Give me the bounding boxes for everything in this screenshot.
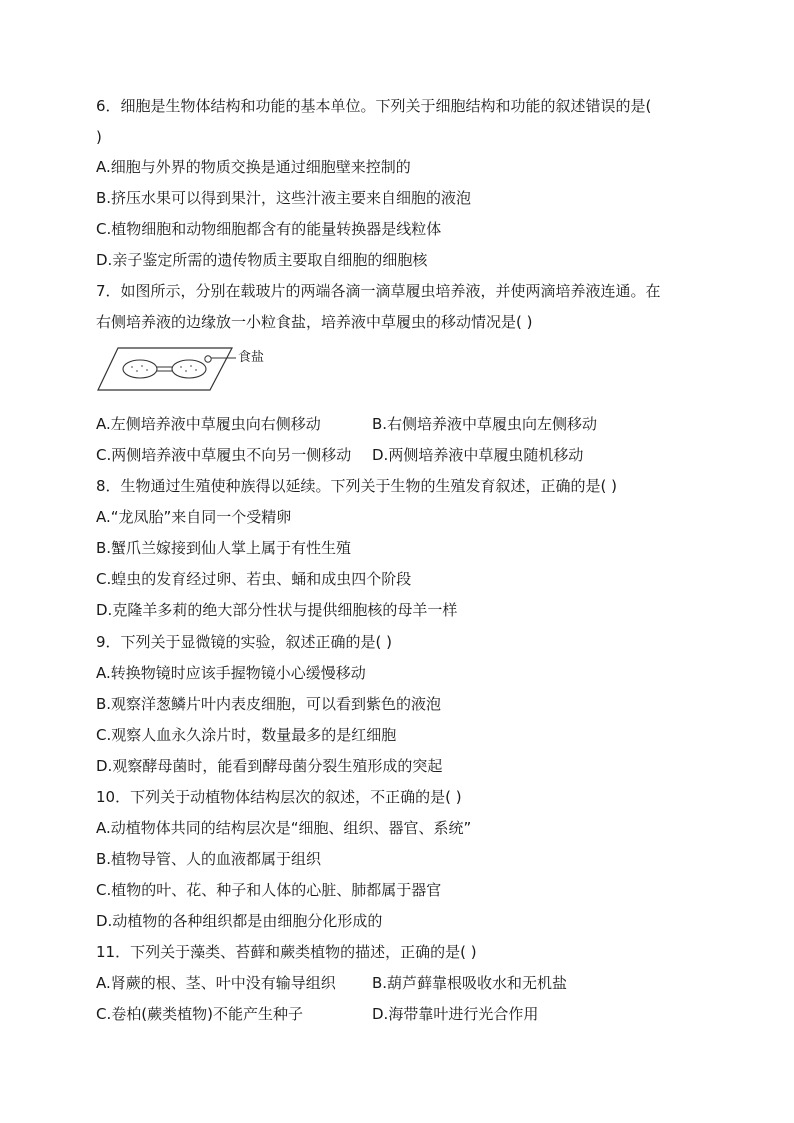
q11-option-a: A.肾蕨的根、茎、叶中没有输导组织 <box>96 974 336 992</box>
q9-option-b: B.观察洋葱鳞片叶内表皮细胞，可以看到紫色的液泡 <box>96 695 442 713</box>
q9-stem: 9．下列关于显微镜的实验，叙述正确的是( ) <box>96 633 393 651</box>
q9-option-a: A.转换物镜时应该手握物镜小心缓慢移动 <box>96 664 366 682</box>
q8-option-b: B.蟹爪兰嫁接到仙人掌上属于有性生殖 <box>96 539 352 557</box>
q11-option-b: B.葫芦藓靠根吸收水和无机盐 <box>372 974 568 992</box>
q6-option-a: A.细胞与外界的物质交换是通过细胞壁来控制的 <box>96 158 411 176</box>
glass-slide-outline <box>98 348 232 390</box>
q7-stem-line1: 7．如图所示，分别在载玻片的两端各滴一滴草履虫培养液，并使两滴培养液连通。在 <box>96 282 661 300</box>
q7-option-b: B.右侧培养液中草履虫向左侧移动 <box>372 415 598 433</box>
q7-stem-line2: 右侧培养液的边缘放一小粒食盐，培养液中草履虫的移动情况是( ) <box>96 313 533 331</box>
q11-option-c: C.卷柏(蕨类植物)不能产生种子 <box>96 1005 303 1023</box>
q10-option-d: D.动植物的各种组织都是由细胞分化形成的 <box>96 912 383 930</box>
q6-option-c: C.植物细胞和动物细胞都含有的能量转换器是线粒体 <box>96 220 442 238</box>
q6-stem-line2: ) <box>96 128 102 146</box>
q10-option-b: B.植物导管、人的血液都属于组织 <box>96 850 322 868</box>
q11-option-d: D.海带靠叶进行光合作用 <box>372 1005 539 1023</box>
salt-grain <box>205 356 211 362</box>
q6-stem-line1: 6．细胞是生物体结构和功能的基本单位。下列关于细胞结构和功能的叙述错误的是( <box>96 97 652 115</box>
q8-option-a: A.“龙凤胎”来自同一个受精卵 <box>96 508 292 526</box>
right-drop <box>172 360 206 378</box>
q10-option-a: A.动植物体共同的结构层次是“细胞、组织、器官、系统” <box>96 819 472 837</box>
salt-label: 食盐 <box>238 350 265 365</box>
q8-option-d: D.克隆羊多莉的绝大部分性状与提供细胞核的母羊一样 <box>96 601 458 619</box>
q7-option-a: A.左侧培养液中草履虫向右侧移动 <box>96 415 321 433</box>
q9-option-d: D.观察酵母菌时，能看到酵母菌分裂生殖形成的突起 <box>96 757 443 775</box>
q8-option-c: C.蝗虫的发育经过卵、若虫、蛹和成虫四个阶段 <box>96 570 412 588</box>
q9-option-c: C.观察人血永久涂片时，数量最多的是红细胞 <box>96 726 397 744</box>
q7-option-c: C.两侧培养液中草履虫不向另一侧移动 <box>96 446 352 464</box>
q6-option-b: B.挤压水果可以得到果汁，这些汁液主要来自细胞的液泡 <box>96 189 472 207</box>
q10-stem: 10．下列关于动植物体结构层次的叙述，不正确的是( ) <box>96 788 462 806</box>
q10-option-c: C.植物的叶、花、种子和人体的心脏、肺都属于器官 <box>96 881 442 899</box>
q6-option-d: D.亲子鉴定所需的遗传物质主要取自细胞的细胞核 <box>96 251 428 269</box>
connecting-channel <box>156 367 173 371</box>
q7-option-d: D.两侧培养液中草履虫随机移动 <box>372 446 584 464</box>
slide-figure <box>96 344 296 396</box>
q11-stem: 11．下列关于藻类、苔藓和蕨类植物的描述，正确的是( ) <box>96 943 477 961</box>
q8-stem: 8．生物通过生殖使种族得以延续。下列关于生物的生殖发育叙述，正确的是( ) <box>96 477 618 495</box>
left-drop <box>123 360 157 378</box>
